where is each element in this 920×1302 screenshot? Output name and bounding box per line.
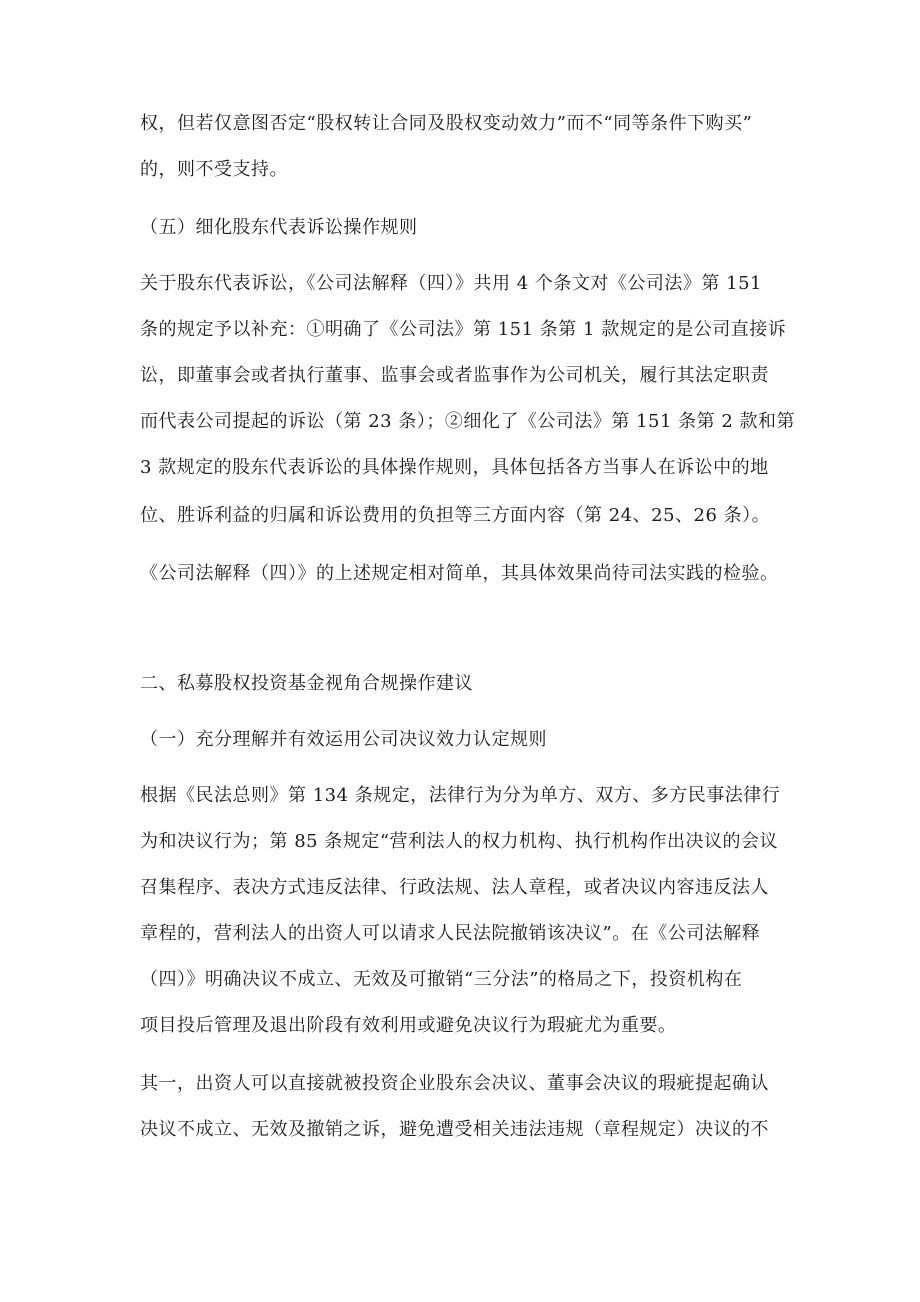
text-line: 为和决议行为；第 85 条规定“营利法人的权力机构、执行机构作出决议的会议 bbox=[140, 831, 779, 852]
text-line: 根据《民法总则》第 134 条规定，法律行为分为单方、双方、多方民事法律行 bbox=[140, 785, 781, 806]
text-line: 条的规定予以补充：①明确了《公司法》第 151 条第 1 款规定的是公司直接诉 bbox=[140, 319, 787, 340]
text-line: 而代表公司提起的诉讼（第 23 条）；②细化了《公司法》第 151 条第 2 款和第 bbox=[140, 411, 796, 432]
section-heading: （五）细化股东代表诉讼操作规则 bbox=[140, 217, 418, 238]
text-line: 3 款规定的股东代表诉讼的具体操作规则，具体包括各方当事人在诉讼中的地 bbox=[140, 457, 769, 478]
text-line: 的，则不受支持。 bbox=[140, 159, 288, 180]
text-line: 权，但若仅意图否定“股权转让合同及股权变动效力”而不“同等条件下购买” bbox=[140, 113, 753, 134]
text-line: 决议不成立、无效及撤销之诉，避免遭受相关违法违规（章程规定）决议的不 bbox=[140, 1119, 769, 1140]
text-line: 章程的，营利法人的出资人可以请求人民法院撤销该决议”。在《公司法解释 bbox=[140, 923, 761, 944]
text-line: 讼，即董事会或者执行董事、监事会或者监事作为公司机关，履行其法定职责 bbox=[140, 365, 769, 386]
text-line: 项目投后管理及退出阶段有效利用或避免决议行为瑕疵尤为重要。 bbox=[140, 1015, 677, 1036]
section-heading: （一）充分理解并有效运用公司决议效力认定规则 bbox=[140, 729, 547, 750]
text-line: 《公司法解释（四）》的上述规定相对简单，其具体效果尚待司法实践的检验。 bbox=[140, 563, 779, 584]
chapter-heading: 二、私募股权投资基金视角合规操作建议 bbox=[140, 673, 473, 694]
text-line: （四）》明确决议不成立、无效及可撤销“三分法”的格局之下，投资机构在 bbox=[140, 969, 743, 990]
text-line: 关于股东代表诉讼，《公司法解释（四）》共用 4 个条文对《公司法》第 151 bbox=[140, 273, 762, 294]
text-line: 其一，出资人可以直接就被投资企业股东会决议、董事会决议的瑕疵提起确认 bbox=[140, 1073, 769, 1094]
text-line: 召集程序、表决方式违反法律、行政法规、法人章程，或者决议内容违反法人 bbox=[140, 877, 769, 898]
text-line: 位、胜诉利益的归属和诉讼费用的负担等三方面内容（第 24、25、26 条）。 bbox=[140, 505, 771, 526]
